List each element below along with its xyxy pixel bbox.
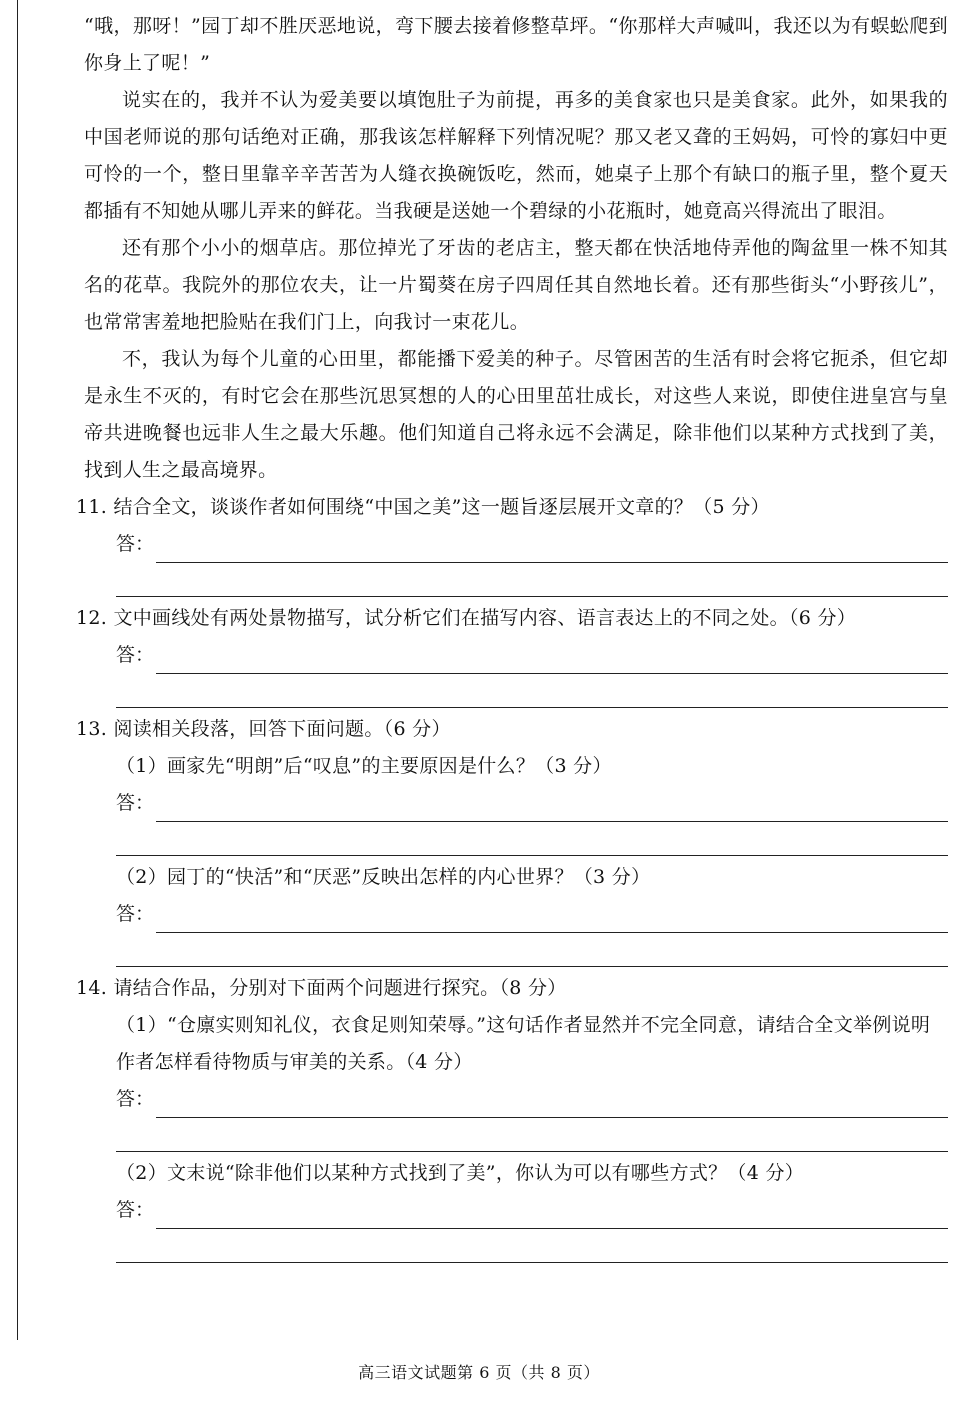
passage-paragraph: 说实在的，我并不认为爱美要以填饱肚子为前提，再多的美食家也只是美食家。此外，如果我的中国老师说的那句话绝对正确，那我该怎样解释下列情况呢？那又老又聋的王妈妈，可怜的寡妇中更可怜的一个，整日里靠辛辛苦苦为人缝衣换碗饭吃，然而，她桌子上那个有缺口的瓶子里，整个夏天都插有不知她从哪儿弄来的鲜花。当我硬是送她一个碧绿的小花瓶时，她竟高兴得流出了眼泪。 bbox=[84, 89, 948, 222]
answer-line[interactable] bbox=[156, 797, 948, 822]
binding-margin-line bbox=[17, 0, 18, 1340]
answer-row bbox=[84, 896, 948, 933]
question-13-prompt: 13. 阅读相关段落，回答下面问题。（6 分） bbox=[76, 718, 451, 740]
answer-row bbox=[84, 785, 948, 822]
answer-line[interactable] bbox=[156, 1204, 948, 1229]
answer-line[interactable] bbox=[116, 933, 948, 967]
question-11-prompt: 11. 结合全文，谈谈作者如何围绕“中国之美”这一题旨逐层展开文章的？（5 分） bbox=[76, 496, 770, 518]
page-footer: 高三语文试题第 6 页（共 8 页） bbox=[358, 1363, 600, 1382]
answer-line[interactable] bbox=[116, 822, 948, 856]
passage-paragraph: 不，我认为每个儿童的心田里，都能播下爱美的种子。尽管困苦的生活有时会将它扼杀，但它却是永生不灭的，有时它会在那些沉思冥想的人的心田里茁壮成长，对这些人来说，即使住进皇宫与皇帝共进晚餐也远非人生之最大乐趣。他们知道自己将永远不会满足，除非他们以某种方式找到了美，找到人生之最高境界。 bbox=[84, 348, 948, 481]
answer-row bbox=[84, 1192, 948, 1229]
answer-label: 答： bbox=[116, 644, 155, 666]
answer-line[interactable] bbox=[156, 1093, 948, 1118]
question-12-prompt: 12. 文中画线处有两处景物描写，试分析它们在描写内容、语言表达上的不同之处。（6 分） bbox=[76, 607, 857, 629]
question-14-2-prompt: （2）文末说“除非他们以某种方式找到了美”，你认为可以有哪些方式？（4 分） bbox=[116, 1162, 805, 1184]
answer-row bbox=[84, 526, 948, 563]
question-14 bbox=[76, 970, 948, 1263]
passage-paragraph: “哦，那呀！”园丁却不胜厌恶地说，弯下腰去接着修整草坪。“你那样大声喊叫，我还以为有蜈蚣爬到你身上了呢！” bbox=[84, 15, 948, 74]
answer-line[interactable] bbox=[116, 563, 948, 597]
question-13-2-prompt: （2）园丁的“快活”和“厌恶”反映出怎样的内心世界？（3 分） bbox=[116, 866, 651, 888]
question-12 bbox=[76, 600, 948, 708]
question-13-1-prompt: （1）画家先“明朗”后“叹息”的主要原因是什么？（3 分） bbox=[116, 755, 612, 777]
answer-label: 答： bbox=[116, 1088, 155, 1110]
answer-row bbox=[84, 637, 948, 674]
answer-label: 答： bbox=[116, 792, 155, 814]
question-11 bbox=[76, 489, 948, 597]
answer-label: 答： bbox=[116, 1199, 155, 1221]
passage-paragraph: 还有那个小小的烟草店。那位掉光了牙齿的老店主，整天都在快活地侍弄他的陶盆里一株不知其名的花草。我院外的那位农夫，让一片蜀葵在房子四周任其自然地长着。还有那些街头“小野孩儿”，也常常害羞地把脸贴在我们门上，向我讨一束花儿。 bbox=[84, 237, 948, 333]
question-13 bbox=[76, 711, 948, 967]
answer-label: 答： bbox=[116, 533, 155, 555]
answer-line[interactable] bbox=[156, 649, 948, 674]
question-14-prompt: 14. 请结合作品，分别对下面两个问题进行探究。（8 分） bbox=[76, 977, 567, 999]
answer-line[interactable] bbox=[116, 674, 948, 708]
answer-row bbox=[84, 1081, 948, 1118]
answer-label: 答： bbox=[116, 903, 155, 925]
answer-line[interactable] bbox=[156, 908, 948, 933]
answer-line[interactable] bbox=[116, 1229, 948, 1263]
exam-page-content bbox=[76, 8, 948, 1266]
answer-line[interactable] bbox=[156, 538, 948, 563]
answer-line[interactable] bbox=[116, 1118, 948, 1152]
question-14-1-prompt: （1）“仓廪实则知礼仪，衣食足则知荣辱。”这句话作者显然并不完全同意，请结合全文举例说明作者怎样看待物质与审美的关系。（4 分） bbox=[116, 1014, 931, 1073]
